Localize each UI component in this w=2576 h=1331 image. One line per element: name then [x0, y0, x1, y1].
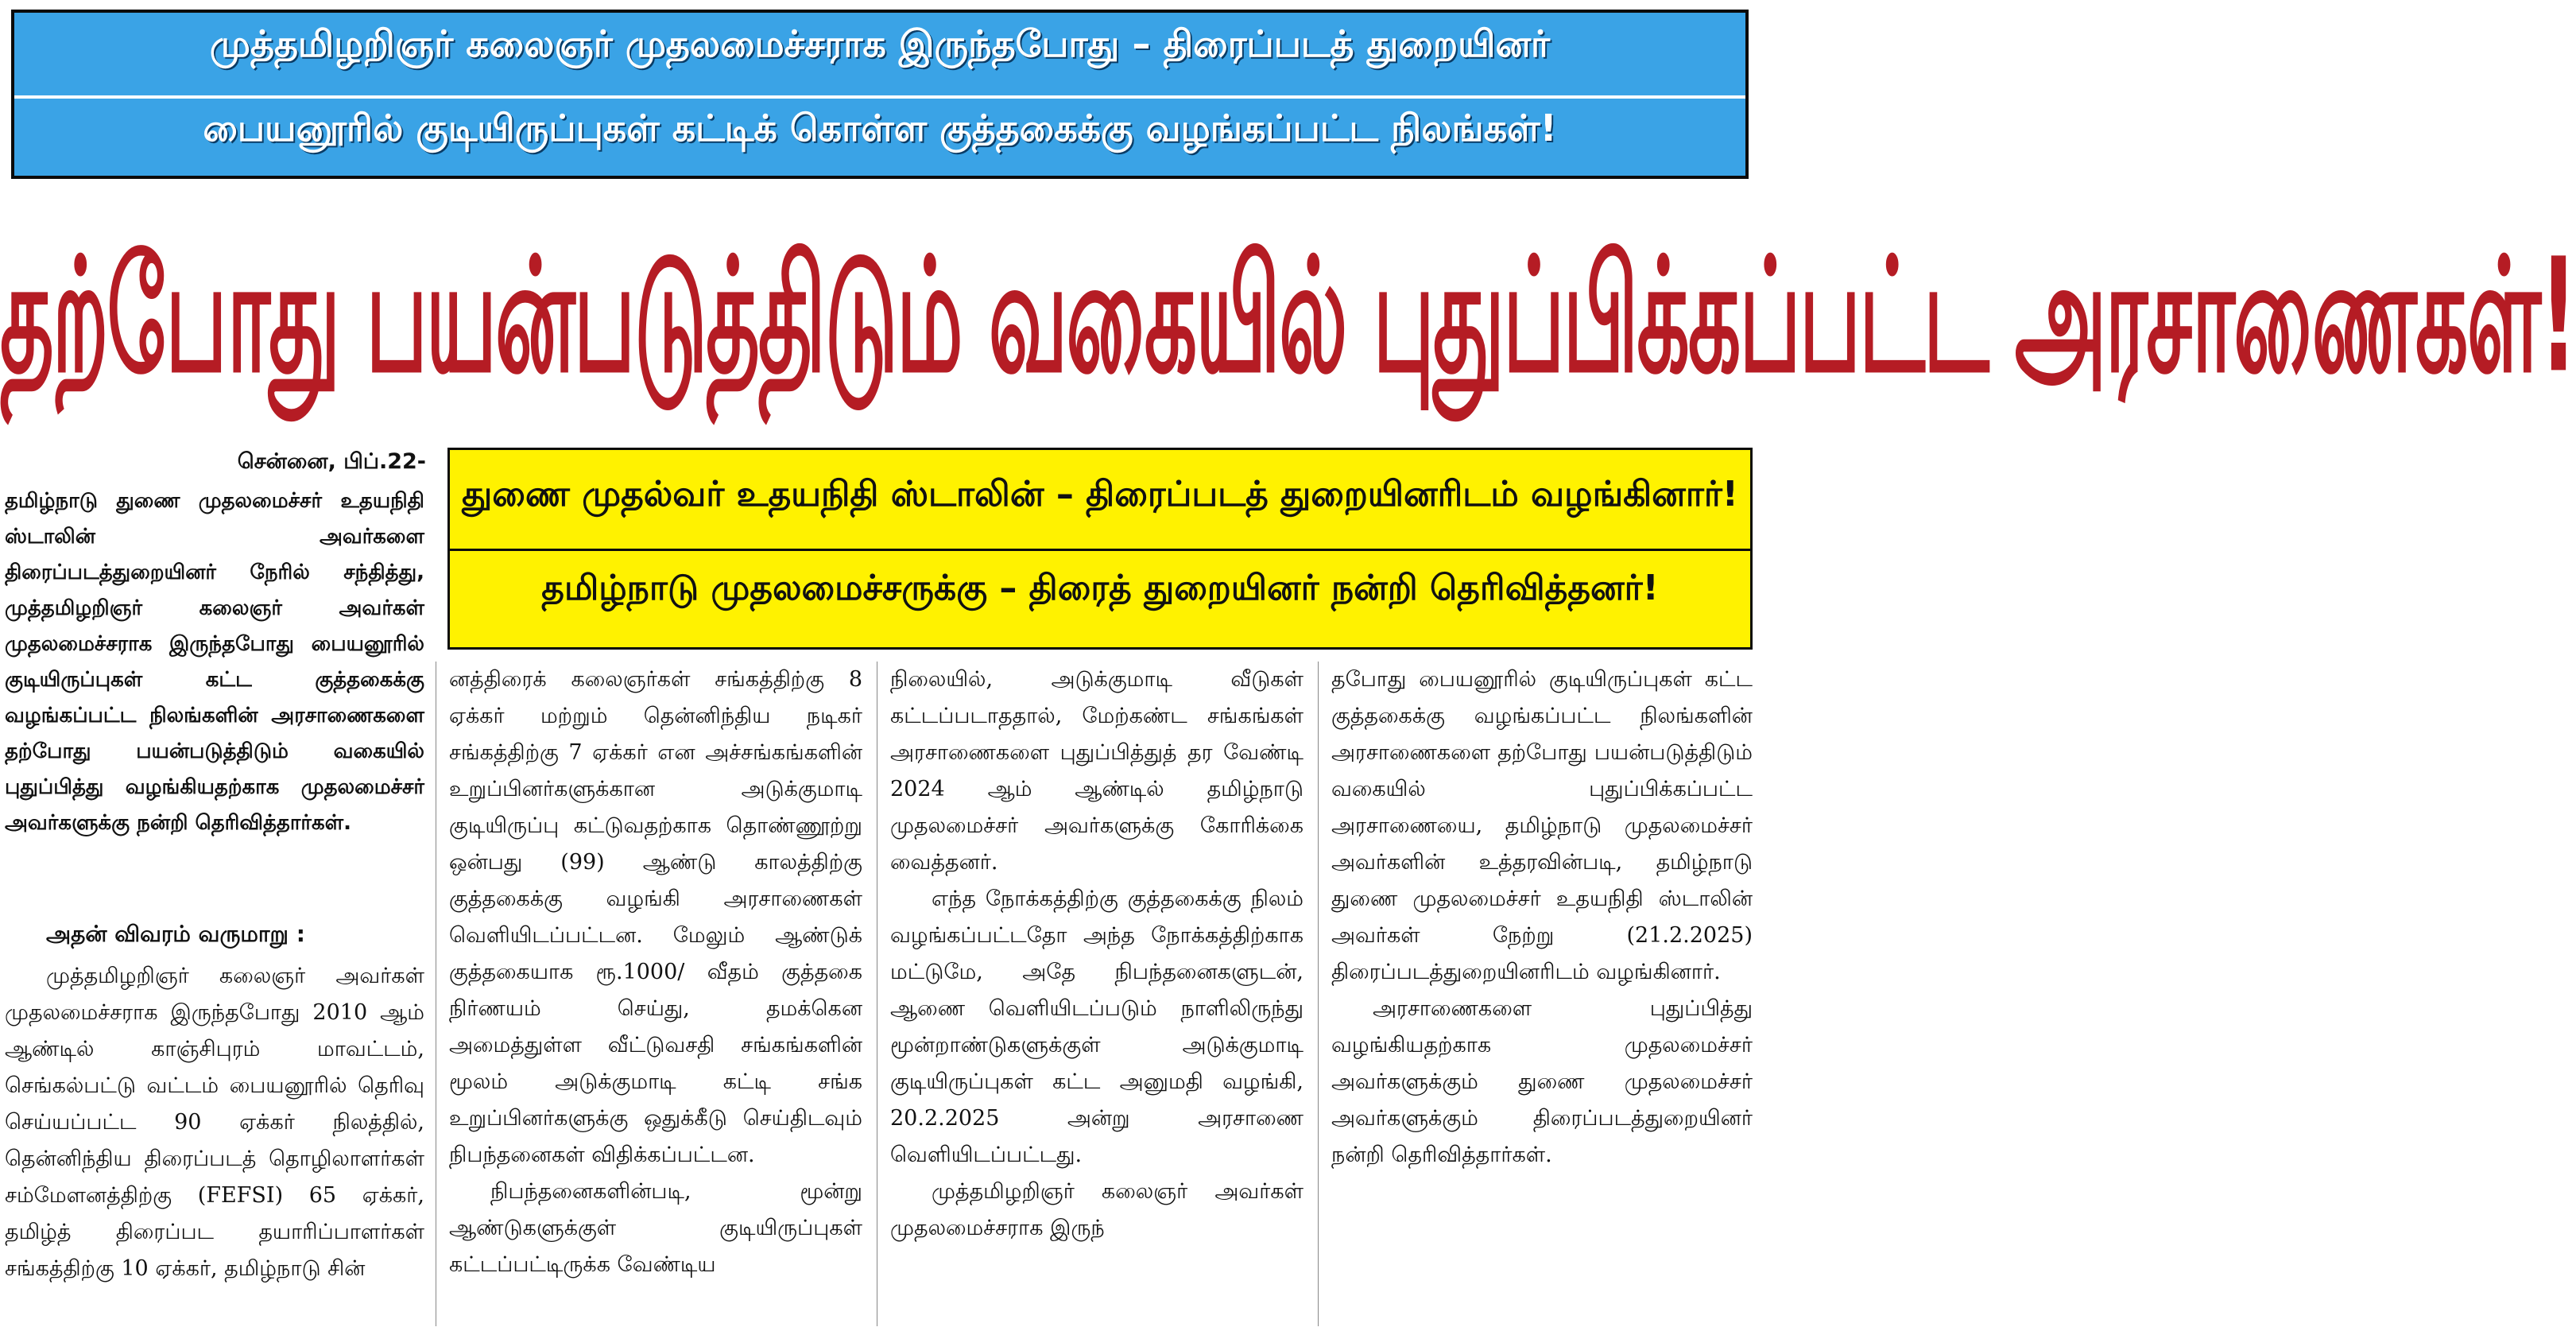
- column-3-paragraph-3: முத்தமிழறிஞர் கலைஞர் அவர்கள் முதலமைச்சராக இருந்: [890, 1179, 1303, 1240]
- section-subhead: அதன் விவரம் வருமாறு :: [46, 921, 305, 947]
- highlight-line-1: துணை முதல்வர் உதயநிதி ஸ்டாலின் – திரைப்படத் துறையினரிடம் வழங்கினார்!: [462, 474, 1738, 514]
- lead-paragraph: தமிழ்நாடு துணை முதலமைச்சர் உதயநிதி ஸ்டாலின் அவர்களை திரைப்படத்துறையினர் நேரில் சந்தித்து, முத்தமிழறிஞர் கலைஞர் அவர்கள் முதலமைச்சராக இருந்தபோது பையனூரில் குடியிருப்புகள் கட்ட குத்தகைக்கு வழங்கப்பட்ட நிலங்களின் அரசாணைகளை தற்போது பயன்படுத்திடும் வகையில் புதுப்பித்து வழங்கியதற்காக முதலமைச்சர் அவர்களுக்கு நன்றி தெரிவித்தார்கள்.: [5, 489, 424, 835]
- column-4-paragraph-2: அரசாணைகளை புதுப்பித்து வழங்கியதற்காக முதலமைச்சர் அவர்களுக்கும் துணை முதலமைச்சர் அவர்களுக்கும் திரைப்படத்துறையினர் நன்றி தெரிவித்தார்கள்.: [1331, 996, 1753, 1167]
- article-column-3: [890, 662, 1303, 1247]
- column-3-paragraph-2: எந்த நோக்கத்திற்கு குத்தகைக்கு நிலம் வழங்கப்பட்டதோ அந்த நோக்கத்திற்காக மட்டுமே, அதே நிபந்தனைகளுடன், ஆணை வெளியிடப்படும் நாளிலிருந்து மூன்றாண்டுகளுக்குள் அடுக்குமாடி குடியிருப்புகள் கட்ட அனுமதி வழங்கி, 20.2.2025 அன்று அரசாணை வெளியிடப்பட்டது.: [890, 887, 1303, 1167]
- banner-line-1: முத்தமிழறிஞர் கலைஞர் முதலமைச்சராக இருந்தபோது – திரைப்படத் துறையினர்: [209, 22, 1551, 65]
- banner-divider: [14, 95, 1745, 99]
- column-4-paragraph-1: தபோது பையனூரில் குடியிருப்புகள் கட்ட குத்தகைக்கு வழங்கப்பட்ட நிலங்களின் அரசாணைகளை தற்போது பயன்படுத்திடும் வகையில் புதுப்பிக்கப்பட்ட அரசாணையை, தமிழ்நாடு முதலமைச்சர் அவர்களின் உத்தரவின்படி, தமிழ்நாடு துணை முதலமைச்சர் உதயநிதி ஸ்டாலின் அவர்கள் நேற்று (21.2.2025) திரைப்படத்துறையினரிடம் வழங்கினார்.: [1331, 667, 1753, 984]
- banner-line-2: பையனூரில் குடியிருப்புகள் கட்டிக் கொள்ள குத்தகைக்கு வழங்கப்பட்ட நிலங்கள்!: [203, 107, 1557, 149]
- article-column-2: [449, 662, 862, 1283]
- column-1-paragraph-1: முத்தமிழறிஞர் கலைஞர் அவர்கள் முதலமைச்சராக இருந்தபோது 2010 ஆம் ஆண்டில் காஞ்சிபுரம் மாவட்டம், செங்கல்பட்டு வட்டம் பையனூரில் தெரிவு செய்யப்பட்ட 90 ஏக்கர் நிலத்தில், தென்னிந்திய திரைப்படத் தொழிலாளர்கள் சம்மேளனத்திற்கு (FEFSI) 65 ஏக்கர், தமிழ்த் திரைப்பட தயாரிப்பாளர்கள் சங்கத்திற்கு 10 ஏக்கர், தமிழ்நாடு சின்: [5, 964, 424, 1281]
- column-rule-3: [1318, 662, 1319, 1326]
- highlight-divider: [450, 549, 1750, 551]
- column-2-paragraph-2: நிபந்தனைகளின்படி, மூன்று ஆண்டுகளுக்குள் குடியிருப்புகள் கட்டப்பட்டிருக்க வேண்டிய: [449, 1179, 862, 1277]
- column-2-paragraph-1: னத்திரைக் கலைஞர்கள் சங்கத்திற்கு 8 ஏக்கர் மற்றும் தென்னிந்திய நடிகர் சங்கத்திற்கு 7 ஏக்கர் என அச்சங்கங்களின் உறுப்பினர்களுக்கான அடுக்குமாடி குடியிருப்பு கட்டுவதற்காக தொண்ணூற்று ஒன்பது (99) ஆண்டு காலத்திற்கு குத்தகைக்கு வழங்கி அரசாணைகள் வெளியிடப்பட்டன. மேலும் ஆண்டுக் குத்தகையாக ரூ.1000/ வீதம் குத்தகை நிர்ணயம் செய்து, தமக்கென அமைத்துள்ள வீட்டுவசதி சங்கங்களின் மூலம் அடுக்குமாடி கட்டி சங்க உறுப்பினர்களுக்கு ஒதுக்கீடு செய்திடவும் நிபந்தனைகள் விதிக்கப்பட்டன.: [449, 667, 862, 1167]
- main-headline: தற்போது பயன்படுத்திடும் வகையில் புதுப்பிக்கப்பட்ட அரசாணைகள்!: [0, 223, 2576, 408]
- dateline: சென்னை, பிப்.22-: [237, 449, 426, 474]
- article-column-4: [1331, 662, 1753, 1174]
- highlight-line-2: தமிழ்நாடு முதலமைச்சருக்கு – திரைத் துறையினர் நன்றி தெரிவித்தனர்!: [541, 568, 1659, 608]
- article-column-1: [5, 958, 424, 1287]
- highlight-box: [447, 448, 1753, 650]
- column-3-paragraph-1: நிலையில், அடுக்குமாடி வீடுகள் கட்டப்படாததால், மேற்கண்ட சங்கங்கள் அரசாணைகளை புதுப்பித்துத் தர வேண்டி 2024 ஆம் ஆண்டில் தமிழ்நாடு முதலமைச்சர் அவர்களுக்கு கோரிக்கை வைத்தனர்.: [890, 667, 1303, 875]
